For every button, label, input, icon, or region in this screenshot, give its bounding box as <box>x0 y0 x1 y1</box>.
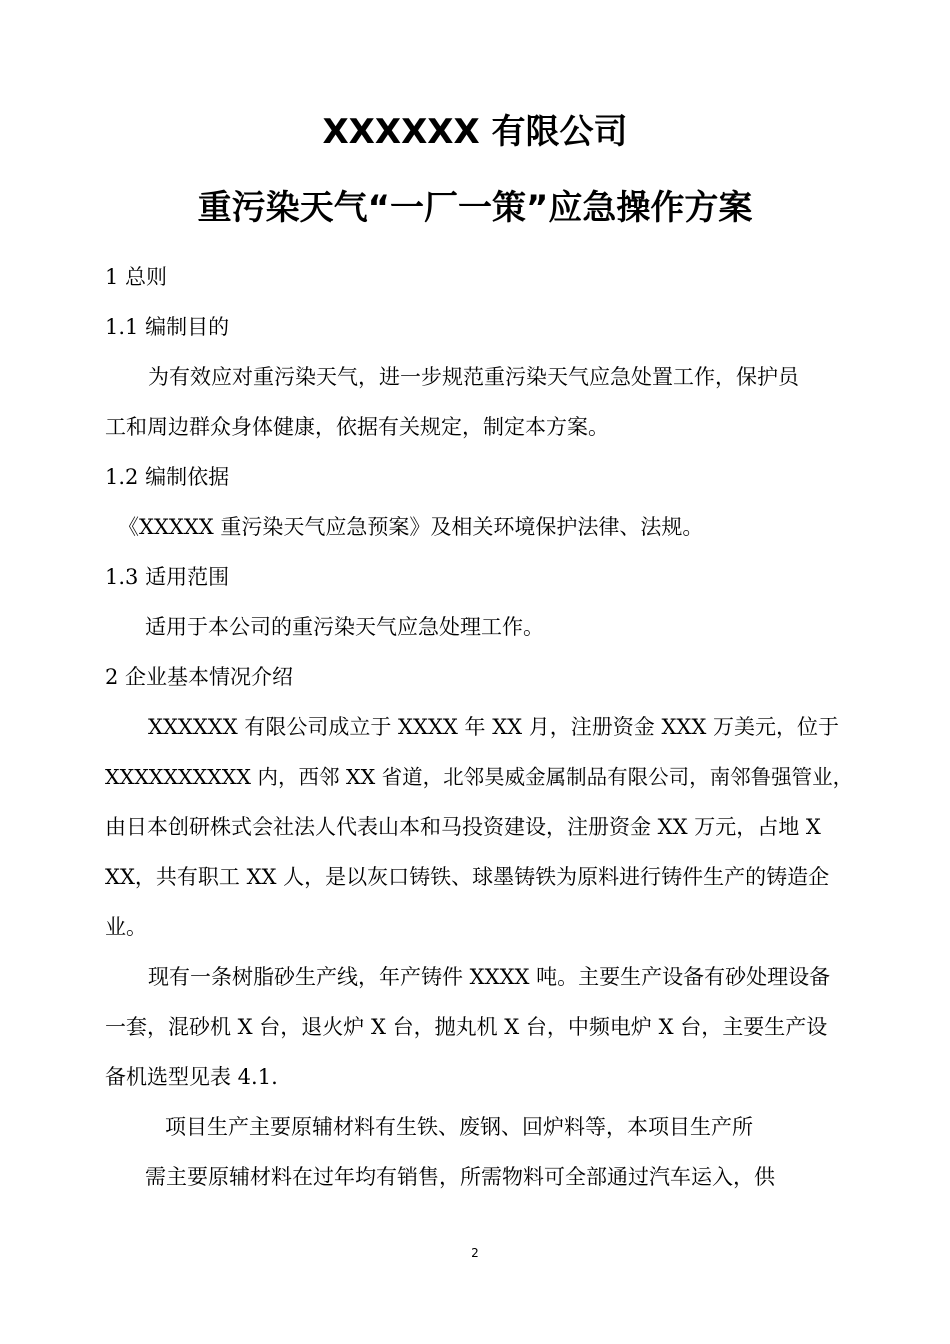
paragraph-line: 工和周边群众身体健康，依据有关规定，制定本方案。 <box>105 415 609 439</box>
section-heading-company-info: 2 企业基本情况介绍 <box>105 665 294 689</box>
paragraph-line: 业。 <box>105 915 147 939</box>
page-number: 2 <box>471 1246 479 1260</box>
paragraph-line: 备机选型见表 4.1. <box>105 1065 278 1089</box>
document-title-plan: 重污染天气“一厂一策”应急操作方案 <box>197 188 753 228</box>
paragraph-line: 需主要原辅材料在过年均有销售，所需物料可全部通过汽车运入，供 <box>145 1165 775 1189</box>
subsection-heading-purpose: 1.1 编制目的 <box>105 315 230 339</box>
paragraph-line: XX，共有职工 XX 人，是以灰口铸铁、球墨铸铁为原料进行铸件生产的铸造企 <box>105 865 830 889</box>
paragraph-line: 项目生产主要原辅材料有生铁、废钢、回炉料等，本项目生产所 <box>165 1115 753 1139</box>
paragraph-line: 现有一条树脂砂生产线，年产铸件 XXXX 吨。主要生产设备有砂处理设备 <box>148 965 831 989</box>
paragraph-line: 适用于本公司的重污染天气应急处理工作。 <box>145 615 544 639</box>
subsection-heading-basis: 1.2 编制依据 <box>105 465 230 489</box>
document-title-company: XXXXXX 有限公司 <box>322 112 628 152</box>
paragraph-line: 一套，混砂机 X 台，退火炉 X 台，抛丸机 X 台，中频电炉 X 台，主要生产设 <box>105 1015 828 1039</box>
section-heading-general: 1 总则 <box>105 265 168 289</box>
subsection-heading-scope: 1.3 适用范围 <box>105 565 230 589</box>
paragraph-line: XXXXXX 有限公司成立于 XXXX 年 XX 月，注册资金 XXX 万美元，位于 <box>148 715 839 739</box>
paragraph-line: 为有效应对重污染天气，进一步规范重污染天气应急处置工作，保护员 <box>148 365 799 389</box>
paragraph-line: 由日本创研株式会社法人代表山本和马投资建设，注册资金 XX 万元，占地 X <box>105 815 821 839</box>
paragraph-line: 《XXXXX 重污染天气应急预案》及相关环境保护法律、法规。 <box>118 515 704 539</box>
paragraph-line: XXXXXXXXXX 内，西邻 XX 省道，北邻昊威金属制品有限公司，南邻鲁强管业， <box>105 765 854 789</box>
